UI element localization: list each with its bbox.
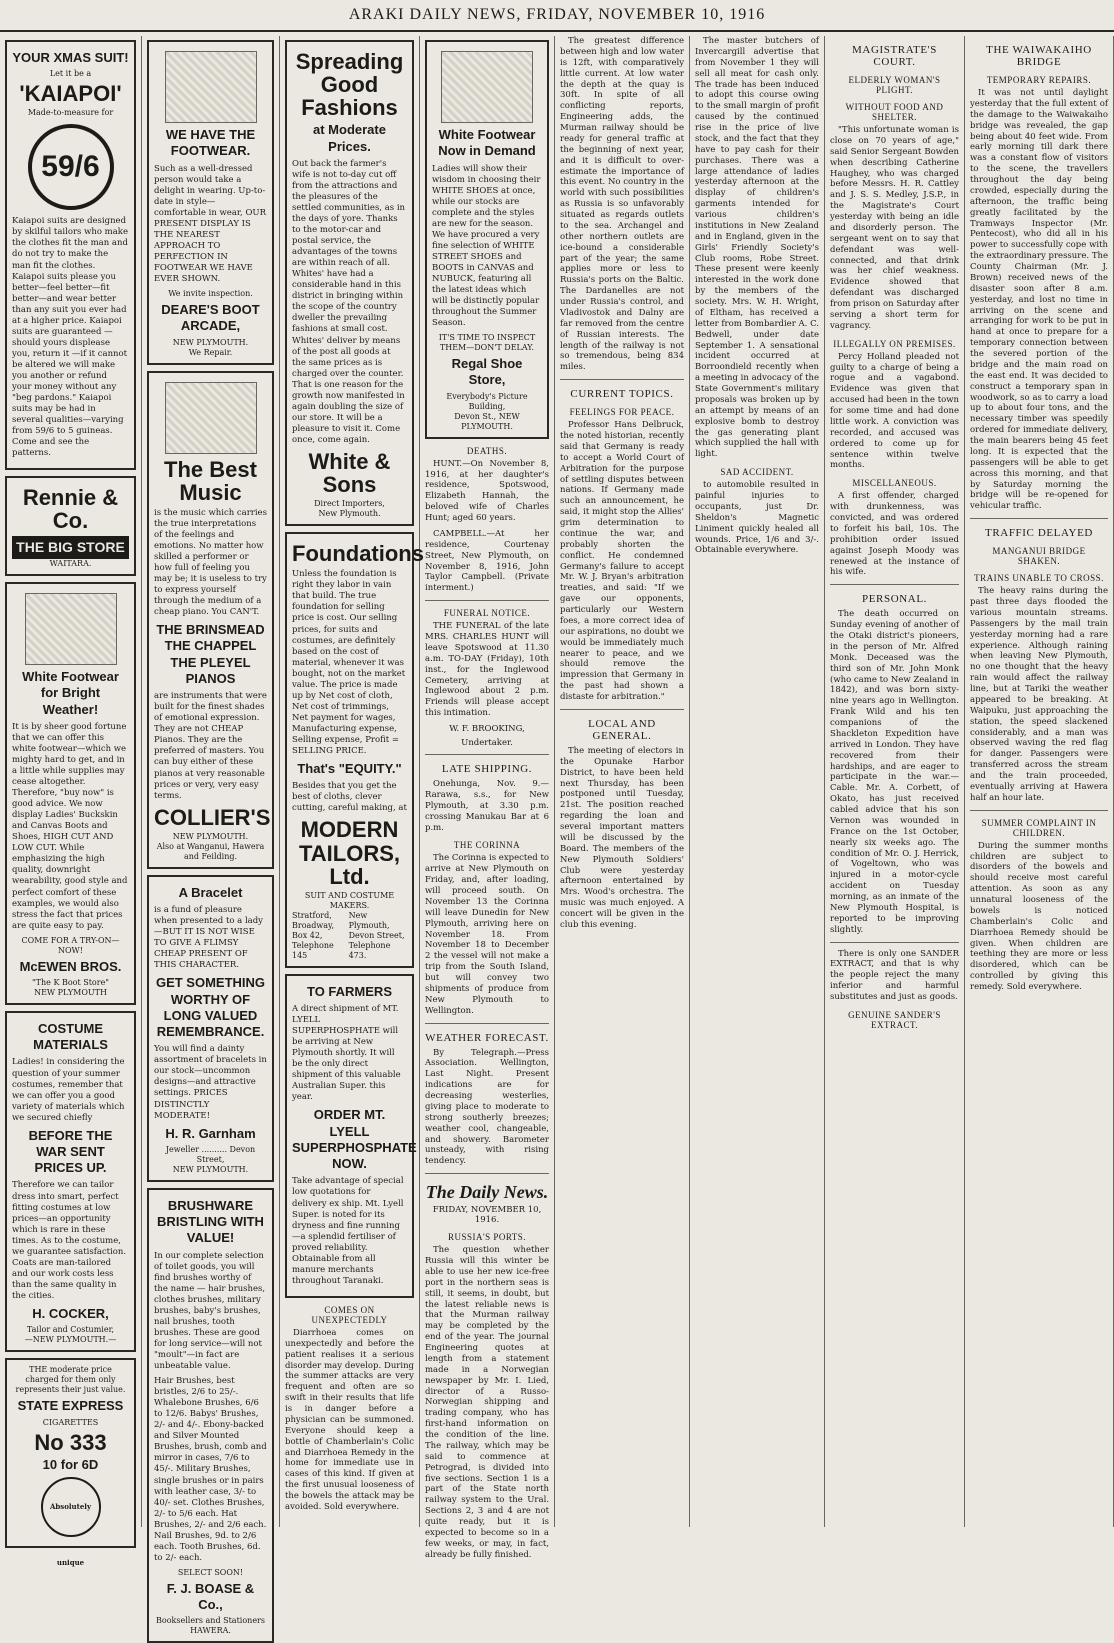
boase-text: In our complete selection of toilet goods, you will find brushes worthy of the name — hair brushes, clothes brushes, military brushes, baby's brushes, nail brushes, tooth brushes. These are good for long service—will not "moult"—in fact are unbeatable value. [154,1250,266,1372]
music-title: The Best Music [164,456,257,505]
column-3 [280,36,424,1527]
summer-heading: SUMMER COMPLAINT IN CHILDREN. [981,817,1097,838]
mcewen-title: White Footwear for Bright Weather! [22,669,119,717]
bracelet-line2: GET SOMETHING WORTHY OF LONG VALUED REMEMBRANCE. [155,975,266,1040]
divider [425,1023,549,1024]
summer-text: During the summer months children are subject to disorders of the bowels and should receive most careful attention. As soon as any unnatural looseness of the bowels is noticed Chamberlain's Colic and Diarrhoea Remedy should be given. When children are teething they are more or less disordered, which can be controlled by giving this remedy. Sold everywhere. [970,840,1108,992]
regal-title: White Footwear Now in Demand [438,127,536,159]
kaiapoi-price: 59/6 [28,124,114,210]
kaiapoi-line2: Let it be a [49,69,92,79]
spreading-sub: at Moderate Prices. [313,122,386,154]
equity-text: Besides that you get the best of cloths, clever cutting, careful making, at [292,781,407,814]
weather-heading: WEATHER FORECAST. [425,1031,549,1044]
kaiapoi-ad [5,40,136,470]
accident-heading: SAD ACCIDENT. [720,467,794,478]
column-2 [142,36,280,1636]
weather-text: By Telegraph.—Press Association. Wellington, Last Night. Present indications are for decreasing westerlies, giving place to moderate to strong southerly breezes; weather cool, changeable, and showery. Barometer unsteady, with rising tendency. [425,1047,549,1167]
deaths-heading: DEATHS. [466,445,508,456]
column-8 [965,36,1114,1527]
topics-heading: CURRENT TOPICS. [570,388,674,401]
equity-title: That's "EQUITY." [297,761,402,777]
regal-text: Ladies will show their wisdom in choosing their WHITE SHOES at once, while our stocks are complete and the styles are new for the season. We have procured a very fine selection of WHITE STREET SHOES and BOOTS in CANVAS and NUBUCK, featuring all the latest ideas which will be distinctly popular throughout the Summer Season. [432,163,541,329]
column-7 [825,36,965,1527]
farmers-title: TO FARMERS [307,983,392,999]
illegal-heading: ILLEGALLY ON PREMISES. [833,338,956,349]
music-shop: COLLIER'S [154,804,271,830]
regal-cta: IT'S TIME TO INSPECT THEM—DON'T DELAY. [438,333,536,353]
divider [970,518,1108,519]
kaiapoi-line3: Made-to-measure for [27,108,114,118]
music-brands: THE BRINSMEAD THE CHAPPEL THE PLEYEL PIANOS [156,622,265,686]
accident-text: to automobile resulted in painful injuries to occupants, just Dr. Sheldon's Magnetic Liniment quickly healed all wounds. Price, 1/6 and 3/-. Obtainable everywhere. [695,480,819,556]
white-sons-sub: Direct Importers, [314,499,385,509]
boase-select: SELECT SOON! [177,1567,244,1577]
divider [425,1173,549,1174]
topics-subheading: FEELINGS FOR PEACE. [569,407,675,418]
court-text: "This unfortunate woman is close on 70 years of age," said Senior Sergeant Bowden when describing Catherine Haughey, who was charged before Messrs. H. R. Cattley and J. S. S. Medley, J.S.P., in the Magistrate's Court yesterday with being an idle and disorderly person. The sergeant went on to say that defendant was well-connected, and that drink was her chief weakness. Evidence showed that defendant was discharged from prison on Saturday after serving a short term for vagrancy. [830,125,959,331]
cocker-text2: Therefore we can tailor dress into smart, perfect fitting costumes at low prices—an opportunity which is rare in these times. As to the costume, we guarantee satisfaction. Coats are man-tailored and our work costs less than the same quality in the cities. [12,1180,127,1301]
mcewen-text: It is by sheer good fortune that we can offer this white footwear—which we mighty hard to get, and in a little while supplies may cease altogether. Therefore, "buy now" is good advice. We now display Ladies' Buckskin and Canvas Boots and Shoes, HIGH CUT AND LOW CUT. While emphasizing the high quality, downright wearability, good style and perfect comfort of these examples, we would also stress the fact that prices are quite easy to pay. [12,721,128,931]
column-1 [0,36,142,1567]
boase-ad [147,1188,274,1643]
state-express-ad [5,1358,136,1567]
local-heading: LOCAL AND GENERAL. [588,717,656,742]
misc-text: A first offender, charged with drunkenness, was convicted, and was ordered to forfeit his bail, 10s. The prohibition order issued against Joseph Moody was renewed at the instance of his wife. [830,491,959,578]
court-heading: MAGISTRATE'S COURT. [852,44,937,68]
music-branches: Also at Wanganui, Hawera and Feilding. [156,841,265,861]
column-6 [690,36,825,1527]
farmers-text2: Take advantage of special low quotations for delivery ex ship. Mt. Lyell Super. is noted for its dryness and fine running—a splendid fertiliser of proved reliability. Obtainable from all manure merchants throughout Taranaki. [292,1176,404,1286]
boase-shop: F. J. BOASE & Co., [166,1580,255,1613]
cocker-title: COSTUME MATERIALS [33,1020,108,1053]
personal-text: The death occurred on Sunday evening of another of the Otaki district's pioneers, in the person of Mr. Alfred Monk. Deceased was the third son of Mr. John Monk (who came to New Zealand in 1842), and was born sixty-nine years ago in Wellington. Frank Wild and his ten companions of the Shackleton Expedition have arrived in London. They have recovered from their hardships, and are eager to participate in the war.—Cable. Mr. A. Corbett, of Okato, has just received cabled advice that his son Vernon was wounded in France on the 1st October, nearly six weeks ago. The condition of Mr. O. J. Herrick, of Vogeltown, who was injured in a motor-cycle accident on Tuesday morning, as an inmate of the New Plymouth Hospital, is reported to be improving slightly. [830,609,959,935]
funeral-heading: FUNERAL NOTICE. [443,608,531,619]
shipping-text-2: The Corinna is expected to arrive at New Plymouth on Friday, and, after loading, will proceed south. On November 13 the Corinna will leave Dunedin for New Plymouth, arriving here on November 18. From November 18 to December 2 the vessel will not make a trip from the South Island, but will convey two shipments of produce from New Plymouth to Wellington. [425,853,549,1016]
court-subheading: ELDERLY WOMAN'S PLIGHT. [848,75,941,95]
unexpected-text: Diarrhoea comes on unexpectedly and before the patient realises it a serious disorder may develop. During the summer attacks are very frequent and often are so swift in their results that life is in danger before a physician can be summoned. Everyone should keep a bottle of Chamberlain's Colic and Diarrhoea Remedy in the home for immediate use in cases of this kind. If given at the first unusual looseness of the bowels the attack may be avoided. Sold everywhere. [285,1327,414,1512]
column-4 [420,36,555,1560]
local-text: The meeting of electors in the Opunake Harbor District, to have been held next Thursday, has been postponed until Tuesday, 21st. The position reached regarding the loan and several important matters will be discussed by the Board. The members of the New Plymouth Soldiers' Club were yesterday afternoon entertained by Mrs. Wood's orchestra. The music was much enjoyed. A concert will be given in the club this evening. [560,745,684,930]
kaiapoi-brand: 'KAIAPOI' [19,81,122,107]
boase-town: HAWERA. [190,1626,231,1636]
bridge-heading: THE WAIWAKAIHO BRIDGE [986,44,1092,68]
deare-town: NEW PLYMOUTH. [172,337,249,347]
russia-text: The question whether Russia will this winter be able to use her new ice-free port in the northern seas is still, it seems, in doubt, but the latest reliable news is that the Murman railway may be completed by the end of the year. The journal Engineering quotes at length from a statement made in a Norwegian newspaper by Mr. I. Lied, director of a Russo-Norwegian shipping and trading company, who has first-hand information on the condition of the line. The railway, which may be said to commence at Petrograd, is divided into five sections. Section 1 is a part of the State north railway system to the Ural. Sections 2, 3 and 4 are not quite ready, but it is expected to become so in a few weeks, or may, in fact, already be fully finished. [425,1245,549,1560]
state-badge: Absolutely unique [41,1477,101,1537]
traffic-text: The heavy rains during the past three days flooded the various mountain streams. Passengers by the mail train yesterday morning had a rare experience. Although raining when leaving New Plymouth, no one thought that the heavy rain would affect the railway line, but at Tariki the weather appeared to be breaking. At Waipuku, just approaching the station, the speed slackened considerably, and a man was observed waving the red flag for danger. Passengers were transferred across the stream and the train proceeded, eventually arriving at Hawera half an hour late. [970,586,1108,803]
spreading-text: Out back the farmer's wife is not to-day cut off from the attractions and the pleasures of the settled communities, as in the days of yore. Thanks to the motor-car and postal service, the advantages of the towns are within reach of all. Whites' have had a considerable hand in this district in bringing within the scope of the country dweller the prevailing fashions at small cost. Whites' deliver by means of the post all goods at the same prices as is charged over the counter. That is one reason for the growth now manifested in again doubling the size of our store. It will be a pleasure to visit it. Come once, come again. [292,158,406,445]
court-subheading-2: WITHOUT FOOD AND SHELTER. [845,102,944,122]
cocker-banner: BEFORE THE WAR SENT PRICES UP. [28,1127,113,1176]
modern-tailors-shop: MODERN TAILORS, Ltd. [298,817,401,889]
foundations-text: Unless the foundation is right they labor in vain that build. The true foundation for selling price is cost. Our selling prices, for suits and costumes, are definitely based on the cost of material, whenever it was bought, not on the market value. The price is made up by Net cost of cloth, Net cost of trimmings, Net payment for wages, Manufacturing expense, Selling expense, Profit = SELLING PRICE. [292,569,406,757]
divider [830,584,959,585]
topics-text: Professor Hans Delbruck, the noted historian, recently said that Germany is ready to accept a World Court of Arbitration for the purpose of settling disputes between nations. If Germany made such an announcement, he said, it might stop the Allies' grim determination to continue the war, and probably shorten the conflict. He condemned Germany's failure to accept Mr. W. J. Bryan's arbitration treaties, and said: "If we gave our opponents, particularly our Western foes, a more correct idea of our aspirations, no doubt we would be immediately much nearer to peace, and we should remove the impression that Germany in the past had shown a distaste for arbitration." [560,420,684,702]
personal-heading: PERSONAL. [862,593,927,606]
deare-text: Such as a well-dressed person would take a delight in wearing. Up-to-date in style—comfortable in wear, OUR PRESENT DISPLAY IS THE NEAREST APPROACH TO PERFECTION IN FOOTWEAR WE HAVE EVER SHOWN. [154,163,266,284]
mcewen-cta: COME FOR A TRY-ON— NOW! [21,935,120,955]
boase-sub: Booksellers and Stationers [156,1616,265,1626]
piano-illustration [165,382,257,454]
bracelet-text: is a fund of pleasure when presented to a lady—BUT IT IS NOT WISE TO GIVE A FLIMSY CHEAP PRESENT OF THIS CHARACTER. [154,904,263,971]
regal-town: Devon St., NEW PLYMOUTH. [454,411,520,431]
white-sons-ad [285,40,414,526]
modern-tailors-sub: SUIT AND COSTUME MAKERS. [304,890,395,910]
state-brand: STATE EXPRESS [17,1398,124,1414]
regal-shop: Regal Shoe Store, [451,356,523,388]
funeral-role: Undertaker. [461,738,513,749]
misc-heading: MISCELLANEOUS. [852,478,937,489]
white-sons-shop: White & Sons [308,449,391,498]
foundations-title: Foundations [292,541,424,567]
garnham-shop: H. R. Garnham [165,1125,256,1141]
music-town: NEW PLYMOUTH. [172,831,249,841]
shipping-text-1: Onehunga, Nov. 9.—Rarawa, s.s., for New Plymouth, at 3.30 p.m. crossing Manukau Bar at 6 p.m. [425,779,549,833]
state-line2: CIGARETTES [42,1417,99,1427]
death-notice-1: HUNT.—On November 8, 1916, at her daughter's residence, Spotswood, Elizabeth Hannah, the beloved wife of Charles Hunt; aged 60 years. [425,458,549,524]
traffic-heading: TRAFFIC DELAYED [985,527,1093,540]
shipping-subheading: THE CORINNA [453,840,521,851]
regal-ad [425,40,549,439]
funeral-text: THE FUNERAL of the late MRS. CHARLES HUNT will leave Spotswood at 11.30 a.m. TO-DAY (Friday), 10th inst., for the Inglewood Cemetery, arriving at Inglewood about 2 p.m. Friends will please accept this intimation. [425,621,549,719]
rennie-store: THE BIG STORE [12,536,129,560]
divider [830,942,959,943]
white-sons-town: New Plymouth. [318,509,381,519]
deare-ad [147,40,274,365]
farmers-ad [285,974,417,1298]
state-price: 10 for 6D [42,1456,99,1472]
state-number: No 333 [34,1429,107,1455]
paper-date: FRIDAY, NOVEMBER 10, 1916. [432,1205,542,1226]
rennie-name: Rennie & Co. [22,485,119,534]
address-new-plymouth: New Plymouth, Devon Street, Telephone 473. [348,910,405,960]
garnham-sub: Jeweller .......... Devon Street, [165,1144,256,1164]
rennie-town: WAITARA. [49,559,92,569]
cocker-shop: H. COCKER, [32,1306,109,1321]
deare-title: WE HAVE THE FOOTWEAR. [165,127,256,159]
cocker-text: Ladies! in considering the question of your summer costumes, remember that we can offer you a good variety of materials which we secured chiefly [12,1057,125,1123]
cocker-town: —NEW PLYMOUTH.— [24,1335,117,1345]
farmers-text: A direct shipment of MT. LYELL SUPERPHOSPHATE will be arriving at New Plymouth shortly. It will be the only direct shipment of this valuable Australian Super. this year. [292,1004,401,1103]
paper-title: The Daily News. [425,1182,549,1203]
divider [560,379,684,380]
cocker-sub: Tailor and Costumier, [26,1325,115,1335]
bracelet-text2: You will find a dainty assortment of bracelets in our stock—uncommon designs—and attractive settings. PRICES DISTINCTLY MODERATE! [154,1044,267,1121]
music-text: is the music which carries the true interpretations of the feelings and emotions. No matter how skilled a performer or how full of feeling you may be; it is useless to try to express yourself through the medium of a cheap piano. You CAN'T. [154,507,267,618]
death-notice-2: CAMPBELL.—At her residence, Courtenay Street, New Plymouth, on November 8, 1916, John Taylor Campbell. (Private interment.) [425,528,549,594]
regal-sub: Everybody's Picture Building, [446,391,528,411]
mcewen-sub: "The K Boot Store" [32,977,109,987]
address-stratford: Stratford, Broadway, Box 42, Telephone 145 [292,910,335,960]
divider [970,810,1108,811]
shipping-heading: LATE SHIPPING. [441,763,533,776]
boase-items: Hair Brushes, best bristles, 2/6 to 25/-. Whalebone Brushes, 6/6 to 12/6. Babys' Brushes, 2/- and 4/-. Ebony-backed and Silver Mounted Brushes, brush, comb and mirror in cases, 7/6 to 45/-. Military Brushes, single brushes or in pairs with leather case, 3/- to 40/- set. Clothes Brushes, 2/- to 5/6 each. Hat Brushes, 2/- and 2/6 each. Nail Brushes, 9d. to 2/6 each. Tooth Brushes, 6d. to 2/- each. [154,1376,267,1563]
modern-tailors-addresses [292,911,407,961]
local-text-continued: The master butchers of Invercargill advertise that from November 1 they will sell all meat for cash only. The trade has been induced to adopt this course owing to the small margin of profit caused by the continued rise in the price of live stock, and the fact that they have to pay cash for their purchases. There was a large attendance of ladies yesterday afternoon at the display of children's garments intended for various children's institutions in New Zealand and in England, given in the Girls' Friendly Society's Club rooms, Robe Street. These present were keenly interested in the work done by the members of the society. Mrs. W. H. Wright, of Eltham, has received a letter from Bombardier A. C. Bedwell, under date September 1. A sensational incident occurred at Borroondield recently when a meeting in advocacy of the State Government's military proposals was broken up by an attempt by means of an explosive bomb to destroy the gas generating plant which supplied the hall with light. [695,36,819,460]
traffic-subheading-2: TRAINS UNABLE TO CROSS. [974,573,1104,584]
sanders-text: There is only one SANDER EXTRACT, and that is why the people reject the many inferior and harmful substitutes and just as goods. [830,948,959,1002]
deare-note: We Repair. [188,347,233,357]
farmers-order: ORDER MT. LYELL SUPERPHOSPHATE NOW. [292,1107,417,1172]
kaiapoi-text: Kaiapoi suits are designed by skilful tailors who make the clothes fit the man and do not try to make the man fit the clothes. Kaiapoi suits please you better—feel better—fit better—and wear better than any suit you ever had at a higher price. Kaiapoi suits are guaranteed — should yours displease you, return it —if it cannot be altered we will make you another or refund your money without any "beg pardons." Kaiapoi suits may be had in several qualities—varying from 59/6 to 5 guineas. Come and see the patterns. [12,216,128,459]
shoe-illustration [25,593,117,665]
modern-tailors-ad [285,532,424,968]
music-text2: are instruments that were built for the finest shades of emotional expression. They are not CHEAP Pianos. They are the preferred of masters. You can buy either of these pianos at very reasonable prices or very, very easy terms. [154,691,267,801]
bracelet-title: A Bracelet [178,884,243,900]
colliers-ad [147,371,274,869]
traffic-subheading: MANGANUI BRIDGE SHAKEN. [992,546,1086,567]
man-illustration [165,51,257,123]
garnham-ad [147,875,274,1182]
garnham-town: NEW PLYMOUTH. [172,1164,249,1174]
funeral-signature: W. F. BROOKING, [449,724,525,735]
cocker-ad [5,1011,136,1352]
unexpected-heading: COMES ON UNEXPECTEDLY [311,1304,388,1325]
column-5 [555,36,690,1527]
kaiapoi-line1: YOUR XMAS SUIT! [12,50,129,65]
mcewen-town: NEW PLYMOUTH [34,987,107,997]
mcewen-ad [5,582,136,1005]
sanders-brand: GENUINE SANDER'S EXTRACT. [848,1009,941,1030]
state-line1: THE moderate price charged for them only represents their just value. [15,1365,126,1395]
bridge-subheading: TEMPORARY REPAIRS. [986,75,1092,85]
masthead: ARAKI DAILY NEWS, FRIDAY, NOVEMBER 10, 1916 [0,0,1114,32]
spreading-title: Spreading Good Fashions [295,49,404,121]
illegal-text: Percy Holland pleaded not guilty to a charge of being a rogue and a vagabond. Evidence was given that accused had been in the town for some time and had done little work. A conviction was recorded, and accused was ordered to come up for sentence within twelve months. [830,351,959,471]
divider [560,709,684,710]
divider [425,600,549,601]
mcewen-shop: McEWEN BROS. [19,958,122,974]
boase-title: BRUSHWARE BRISTLING WITH VALUE! [157,1197,264,1246]
deare-invite: We invite inspection. [168,289,253,299]
russia-heading: RUSSIA'S PORTS. [447,1232,527,1243]
divider [425,754,549,755]
russia-text-continued: The greatest difference between high and low water is 12ft, with comparatively little current. At low water the depth at the quay is 30ft. In spite of all conflicting reports, Engineering adds, the Murman railway should be ready for general traffic at the beginning of next year, and it is difficult to over-estimate the importance of this event. No country in the world with such possibilities as Russia is so unfavorably situated as regards outlets to the sea. Archangel and other northern outlets are ice-bound a considerable part of the year; the same applies more or less to Russia's ports on the Baltic. The Dardanelles are not under Russia's control, and Vladivostok and Dalny are far removed from the centre of Russian interests. The length of the railway is not so tremendous, being 834 miles. [560,36,684,373]
rennie-ad [5,476,136,576]
bridge-text: It was not until daylight yesterday that the full extent of the damage to the Waiwakaiho bridge was revealed, the gap being about 40 feet wide. From early morning till dark there was a constant flow of visitors to the scene, the travellers throughout the day being crowded, especially during the afternoon, the traffic being greatly facilitated by the Tramways Inspector (Mr. Pentecost), who did all in his power to successfully cope with the extraordinary pressure. The County Chairman (Mr. J. Brown) received news of the disaster soon after 8 a.m. yesterday, and lost no time in arriving on the scene and arranging for work to be put in hand at once to prepare for a temporary connection between the severed portion of the bridge and the main road on the east end. It was decided to construct a temporary span in woodwork, so as to carry a load up to about four tons, and the necessary timber was speedily ordered for immediate delivery, the main bearers being 45 feet long. It is expected that the passengers will be able to get across this morning, and that by Saturday morning the bridge will be re-opened for vehicular traffic. [970,88,1108,512]
boot-illustration [441,51,533,123]
deare-shop: DEARE'S BOOT ARCADE, [161,302,260,334]
